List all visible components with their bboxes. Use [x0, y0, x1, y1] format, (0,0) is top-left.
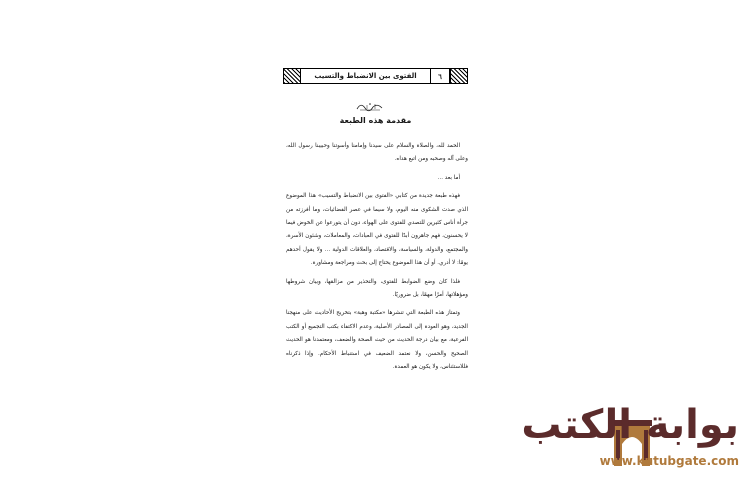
header-ornament-right — [450, 69, 467, 83]
paragraph-amma-bad: أما بعد ... — [437, 174, 460, 181]
watermark-logo — [521, 400, 745, 475]
body-text — [286, 140, 468, 380]
watermark-url: www.kutubgate.com — [599, 454, 739, 468]
paragraph-intro: الحمد لله، والصلاة والسلام على سيدنا وإمامنا وأسوتنا وحبيبنا رسول الله، وعلى آله وصحبه ومن اتبع هداه. — [286, 143, 468, 163]
header-ornament-left — [284, 69, 301, 83]
paragraph-features: وتمتاز هذه الطبعة التي تنشرها «مكتبة وهبة» بتخريج الأحاديث على منهجنا الجديد، وهو العودة إلى المصادر الأصلية، وعدم الاكتفاء بكتب التجميع أو الكتب الفرعية، مع بيان درجة الحديث من حيث الصحة والضعف، ومعتمدنا هو الحديث الصحيح والحسن، ولا نعتمد الضعيف في استنباط الأحكام. وإذا ذكرناه فللاستئناس، ولا يكون هو العمدة. — [286, 310, 468, 371]
section-title: مقدمة هذه الطبعة — [339, 116, 412, 125]
header-title: الفتوى بين الانضباط والتسيب — [314, 72, 417, 80]
paragraph-edition: فهذه طبعة جديدة من كتابي «الفتوى بين الانضباط والتسيب» هذا الموضوع الذي صدت الشكوى منه اليوم، ولا سيما في عصر الفضائيات، وما أفرزته من جرأة أناس كثيرين للتصدي للفتوى على الهواء، دون أن يتورعوا عن الخوض فيما لا يحسنون، فهم جاهرون أبدًا للفتوى في العبادات، والمعاملات، وشئون الأسرة، والمجتمع، والدولة، والسياسة، والاقتصاد، والعلاقات الدولية ... ولا يقول أحدهم يومًا: لا أدري. أو أن هذا الموضوع يحتاج إلى بحث ومراجعة ومشاورة. — [286, 193, 468, 267]
page-number: ٦ — [430, 69, 450, 83]
paragraph-controls: فلذا كان وضع الضوابط للفتوى، والتحذير من مزالقها، وبيان شروطها ومؤهلاتها، أمرًا مهمًا، بل ضروريًا. — [286, 278, 468, 299]
running-header — [283, 68, 468, 84]
calligraphy-ornament — [355, 100, 385, 112]
watermark-name: بوابة الكتب — [521, 402, 739, 448]
